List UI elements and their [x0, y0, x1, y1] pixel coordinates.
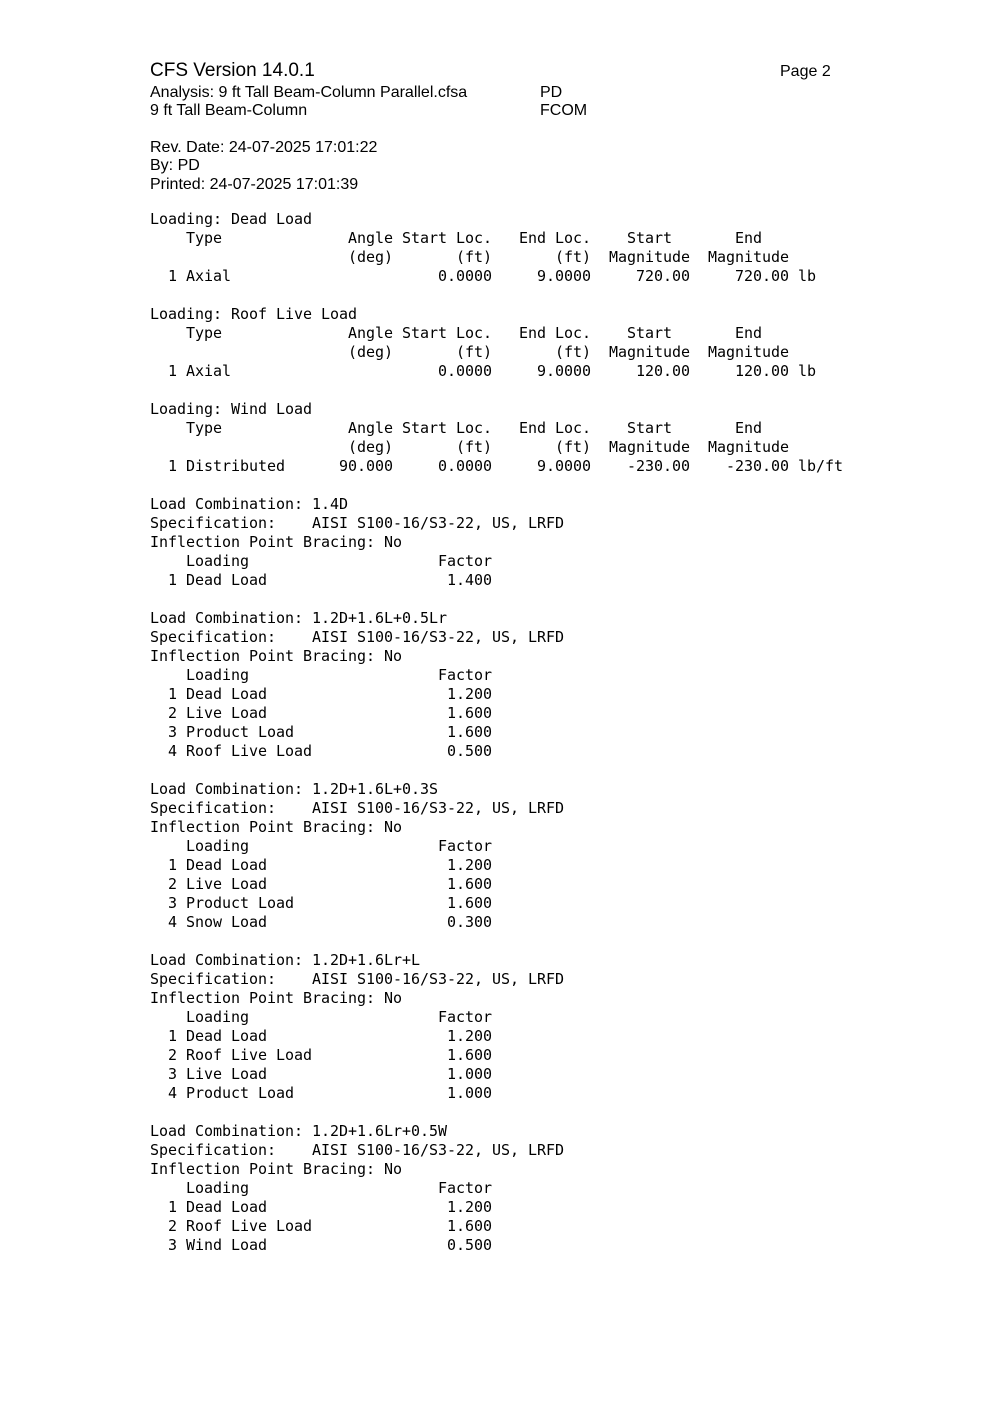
report-line: 1 Dead Load 1.200 — [150, 685, 493, 703]
report-line: Type Angle Start Loc. End Loc. Start End — [150, 229, 763, 247]
report-line: Load Combination: 1.4D — [150, 495, 349, 513]
report-line: Loading: Dead Load — [150, 210, 313, 228]
report-line: 1 Axial 0.0000 9.0000 120.00 120.00 lb — [150, 362, 817, 380]
report-line: Load Combination: 1.2D+1.6L+0.3S — [150, 780, 439, 798]
report-line: 2 Roof Live Load 1.600 — [150, 1217, 493, 1235]
report-line: 1 Dead Load 1.200 — [150, 856, 493, 874]
report-line: Specification: AISI S100-16/S3-22, US, LRFD — [150, 970, 565, 988]
report-line: 1 Dead Load 1.200 — [150, 1198, 493, 1216]
report-line: Inflection Point Bracing: No — [150, 989, 403, 1007]
report-line: (deg) (ft) (ft) Magnitude Magnitude — [150, 248, 790, 266]
report-line: Loading Factor — [150, 1179, 493, 1197]
report-line: 3 Wind Load 0.500 — [150, 1236, 493, 1254]
report-line: 1 Dead Load 1.200 — [150, 1027, 493, 1045]
report-line: 1 Distributed 90.000 0.0000 9.0000 -230.00 -230.00 lb/ft — [150, 457, 844, 475]
printed-date: Printed: 24-07-2025 17:01:39 — [150, 176, 359, 193]
report-line: 2 Roof Live Load 1.600 — [150, 1046, 493, 1064]
report-line: Inflection Point Bracing: No — [150, 1160, 403, 1178]
report-line: (deg) (ft) (ft) Magnitude Magnitude — [150, 438, 790, 456]
report-line: Inflection Point Bracing: No — [150, 533, 403, 551]
report-line: Specification: AISI S100-16/S3-22, US, LRFD — [150, 514, 565, 532]
report-line: Loading Factor — [150, 552, 493, 570]
app-title: CFS Version 14.0.1 — [150, 60, 315, 81]
page-number: Page 2 — [780, 63, 831, 80]
report-line: 3 Product Load 1.600 — [150, 894, 493, 912]
report-line: Specification: AISI S100-16/S3-22, US, LRFD — [150, 1141, 565, 1159]
project-name: 9 ft Tall Beam-Column — [150, 102, 308, 119]
report-line: Load Combination: 1.2D+1.6L+0.5Lr — [150, 609, 448, 627]
report-line: Type Angle Start Loc. End Loc. Start End — [150, 419, 763, 437]
report-line: 1 Axial 0.0000 9.0000 720.00 720.00 lb — [150, 267, 817, 285]
report-line: Loading: Wind Load — [150, 400, 313, 418]
report-line: Inflection Point Bracing: No — [150, 647, 403, 665]
project-company: FCOM — [540, 102, 588, 119]
report-body — [150, 210, 843, 1255]
report-line: (deg) (ft) (ft) Magnitude Magnitude — [150, 343, 790, 361]
author: By: PD — [150, 157, 200, 174]
report-line: Loading: Roof Live Load — [150, 305, 358, 323]
report-line: Loading Factor — [150, 837, 493, 855]
report-line: Load Combination: 1.2D+1.6Lr+L — [150, 951, 421, 969]
report-line: Specification: AISI S100-16/S3-22, US, LRFD — [150, 628, 565, 646]
report-line: Specification: AISI S100-16/S3-22, US, LRFD — [150, 799, 565, 817]
report-line: 4 Product Load 1.000 — [150, 1084, 493, 1102]
report-line: Load Combination: 1.2D+1.6Lr+0.5W — [150, 1122, 448, 1140]
report-line: 2 Live Load 1.600 — [150, 875, 493, 893]
revision-date: Rev. Date: 24-07-2025 17:01:22 — [150, 139, 378, 156]
report-line: Type Angle Start Loc. End Loc. Start End — [150, 324, 763, 342]
report-line: Inflection Point Bracing: No — [150, 818, 403, 836]
report-line: 2 Live Load 1.600 — [150, 704, 493, 722]
analysis-user: PD — [540, 84, 563, 101]
report-line: 4 Roof Live Load 0.500 — [150, 742, 493, 760]
analysis-file: Analysis: 9 ft Tall Beam-Column Parallel.cfsa — [150, 84, 468, 101]
report-line: 3 Live Load 1.000 — [150, 1065, 493, 1083]
report-line: 1 Dead Load 1.400 — [150, 571, 493, 589]
report-line: 3 Product Load 1.600 — [150, 723, 493, 741]
report-line: Loading Factor — [150, 666, 493, 684]
report-line: Loading Factor — [150, 1008, 493, 1026]
report-line: 4 Snow Load 0.300 — [150, 913, 493, 931]
